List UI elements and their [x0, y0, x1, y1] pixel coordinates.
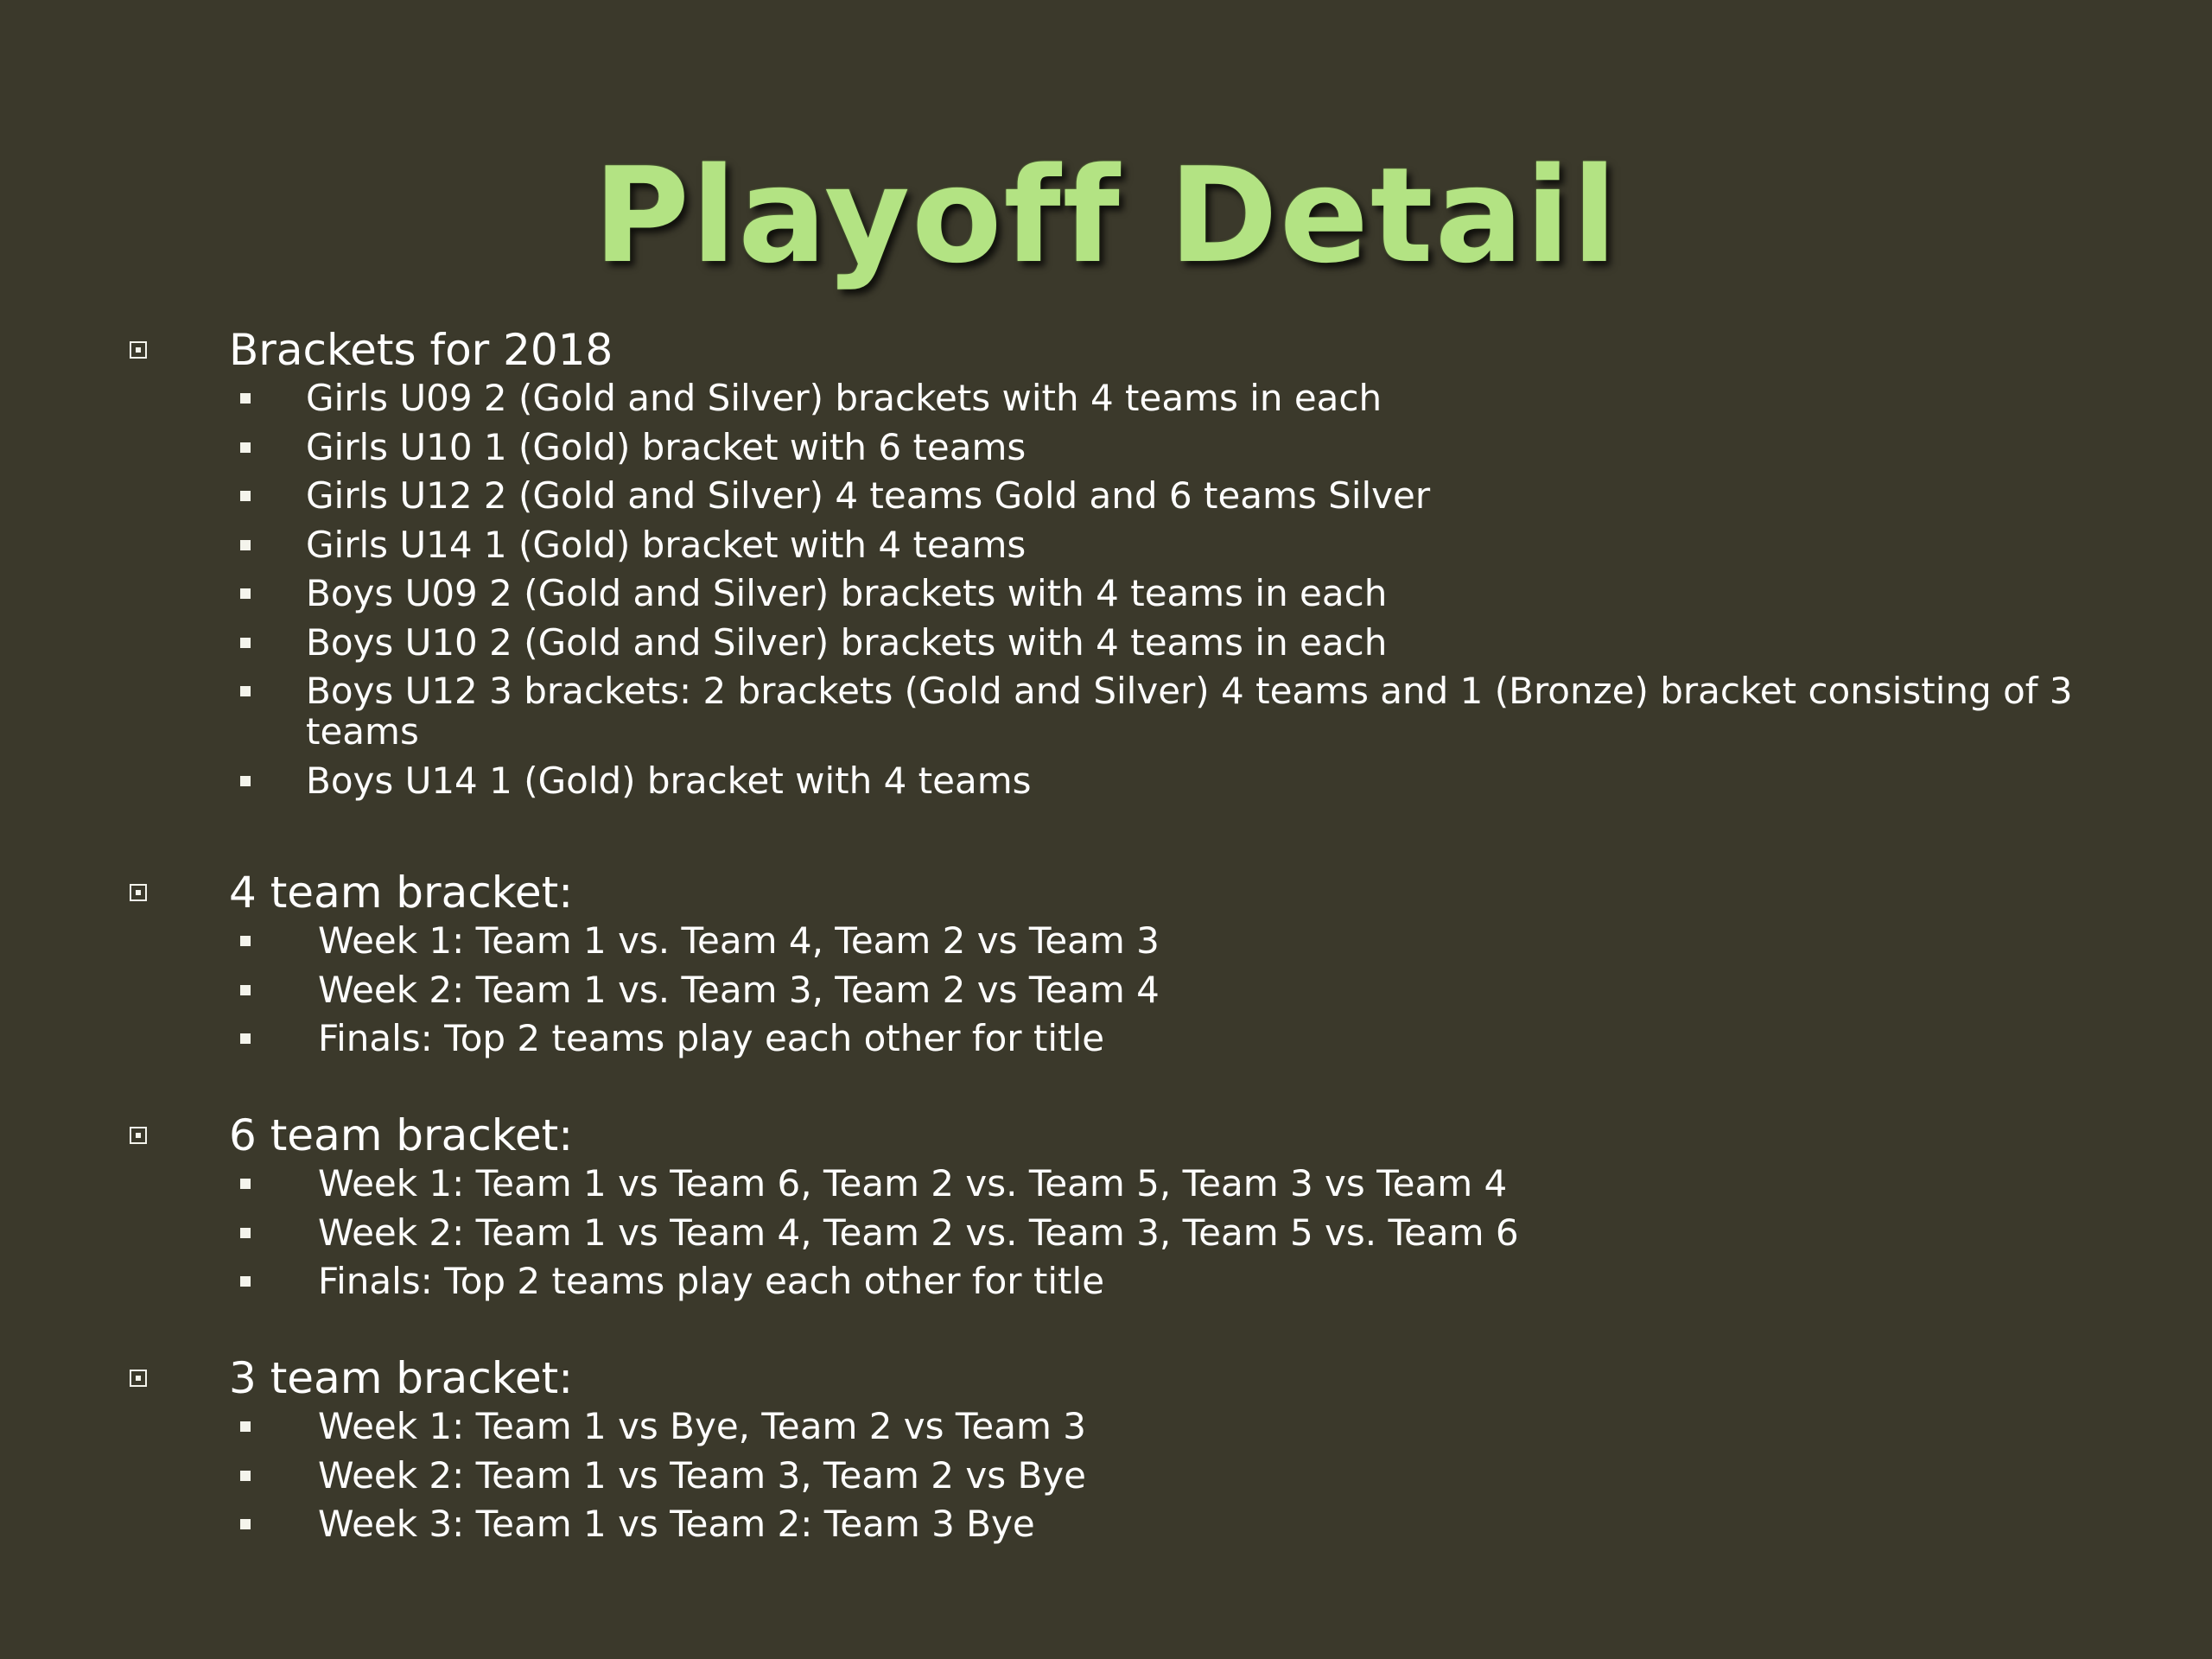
section-3-team-bracket	[0, 1352, 2212, 1553]
square-bullet-icon	[130, 1370, 147, 1387]
list-item-text: Finals: Top 2 teams play each other for title	[318, 1017, 1105, 1059]
bullet-icon	[240, 1033, 251, 1044]
list-item-text: Week 1: Team 1 vs Bye, Team 2 vs Team 3	[318, 1405, 1086, 1447]
section-6-team-bracket	[0, 1109, 2212, 1310]
section-title: Brackets for 2018	[229, 325, 613, 375]
square-bullet-icon	[130, 1127, 147, 1144]
list-item-text: Week 3: Team 1 vs Team 2: Team 3 Bye	[318, 1503, 1035, 1545]
list-item-text: Girls U14 1 (Gold) bracket with 4 teams	[306, 523, 1027, 566]
list-item	[0, 1261, 2212, 1301]
list-item	[0, 1163, 2212, 1204]
bullet-icon	[240, 985, 251, 995]
section-title: 3 team bracket:	[229, 1353, 574, 1403]
bullet-icon	[240, 1276, 251, 1287]
list-item	[0, 524, 2212, 565]
bullet-icon	[240, 393, 251, 404]
list-item	[0, 1018, 2212, 1058]
square-bullet-icon	[130, 884, 147, 901]
bullet-icon	[240, 1228, 251, 1238]
bullet-list	[0, 920, 2212, 1058]
section-header	[0, 1352, 2212, 1404]
list-item-text: Girls U09 2 (Gold and Silver) brackets with 4 teams in each	[306, 377, 1382, 419]
bullet-icon	[240, 1179, 251, 1189]
bullet-icon	[240, 686, 251, 696]
section-header	[0, 1109, 2212, 1161]
bullet-icon	[240, 491, 251, 501]
list-item	[0, 760, 2212, 801]
list-item	[0, 378, 2212, 418]
bullet-icon	[240, 442, 251, 453]
bullet-icon	[240, 776, 251, 786]
bullet-list	[0, 1406, 2212, 1544]
slide-title: Playoff Detail	[593, 139, 1619, 292]
list-item-text: Week 2: Team 1 vs Team 4, Team 2 vs. Team 3, Team 5 vs. Team 6	[318, 1211, 1519, 1254]
section-title: 4 team bracket:	[229, 868, 574, 918]
list-item	[0, 475, 2212, 516]
bullet-list	[0, 1163, 2212, 1301]
section-title: 6 team bracket:	[229, 1110, 574, 1160]
list-item	[0, 1503, 2212, 1544]
list-item	[0, 671, 2212, 752]
list-item-text: Girls U10 1 (Gold) bracket with 6 teams	[306, 425, 1027, 468]
list-item-text: Week 2: Team 1 vs. Team 3, Team 2 vs Team 4	[318, 968, 1160, 1011]
section-header	[0, 324, 2212, 376]
bullet-list	[0, 378, 2212, 801]
bullet-icon	[240, 1519, 251, 1529]
square-bullet-icon	[130, 341, 147, 359]
bullet-icon	[240, 638, 251, 648]
list-item	[0, 427, 2212, 467]
list-item	[0, 1406, 2212, 1446]
section-4-team-bracket	[0, 867, 2212, 1067]
list-item	[0, 573, 2212, 613]
list-item-text: Finals: Top 2 teams play each other for title	[318, 1260, 1105, 1302]
list-item-text: Week 1: Team 1 vs. Team 4, Team 2 vs Team 3	[318, 919, 1160, 962]
list-item-text: Boys U14 1 (Gold) bracket with 4 teams	[306, 759, 1032, 802]
bullet-icon	[240, 1471, 251, 1481]
list-item	[0, 1455, 2212, 1496]
list-item-text: Boys U10 2 (Gold and Silver) brackets with 4 teams in each	[306, 620, 1388, 664]
list-item-text: Boys U09 2 (Gold and Silver) brackets with 4 teams in each	[306, 572, 1388, 614]
list-item-text: Week 2: Team 1 vs Team 3, Team 2 vs Bye	[318, 1453, 1086, 1497]
list-item-text: Week 1: Team 1 vs Team 6, Team 2 vs. Team 5, Team 3 vs Team 4	[318, 1162, 1508, 1205]
section-header	[0, 867, 2212, 918]
bullet-icon	[240, 936, 251, 946]
bullet-icon	[240, 1421, 251, 1432]
list-item-text: Girls U12 2 (Gold and Silver) 4 teams Gold and 6 teams Silver	[306, 474, 1431, 517]
bullet-icon	[240, 588, 251, 599]
section-brackets-2018	[0, 324, 2212, 809]
list-item	[0, 1212, 2212, 1253]
bullet-icon	[240, 540, 251, 550]
list-item	[0, 920, 2212, 961]
list-item	[0, 969, 2212, 1010]
list-item	[0, 622, 2212, 663]
list-item-text: Boys U12 3 brackets: 2 brackets (Gold and Silver) 4 teams and 1 (Bronze) bracket consisting of 3 teams	[306, 670, 2073, 753]
